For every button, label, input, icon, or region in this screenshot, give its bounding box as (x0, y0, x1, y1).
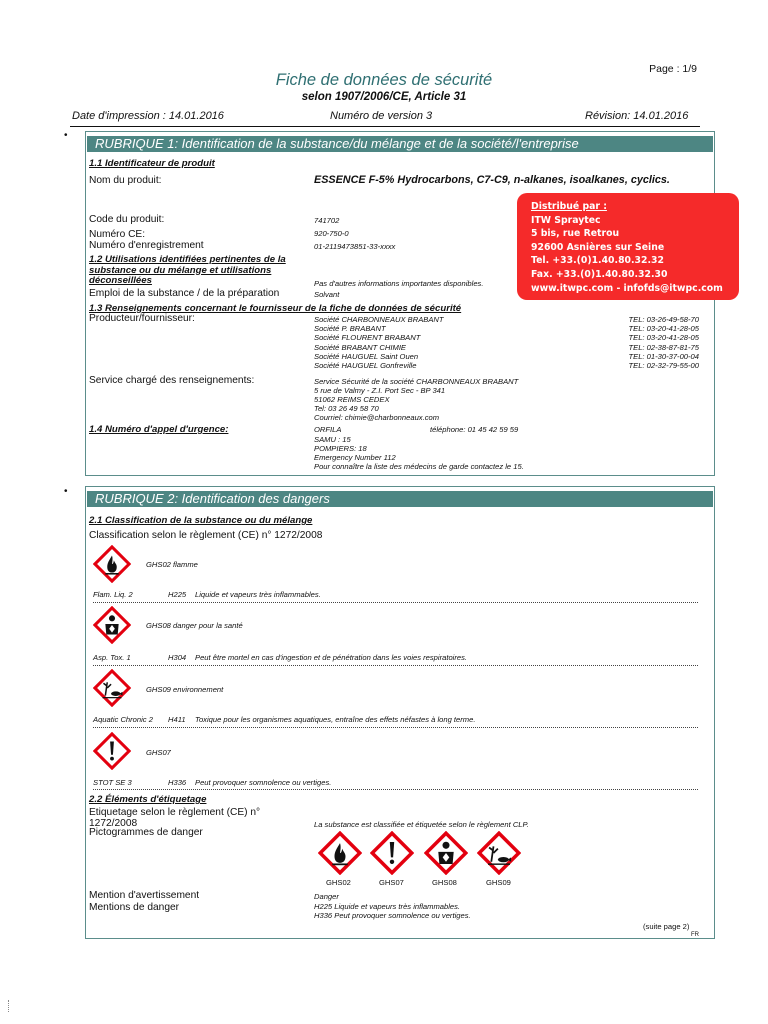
flame-icon (93, 545, 131, 583)
registration-number-label: Numéro d'enregistrement (89, 240, 204, 251)
classification-label: Classification selon le règlement (CE) n° 1272/2008 (89, 530, 323, 541)
margin-mark (8, 1000, 10, 1012)
use-label: Emploi de la substance / de la préparation (89, 288, 280, 299)
ghs08-health-hazard-icon (424, 831, 468, 875)
emergency-line: Pour connaître la liste des médecins de garde contactez le 15. (314, 461, 524, 471)
change-marker: • (64, 130, 68, 141)
hazard-ghs-label: GHS07 (146, 748, 171, 757)
product-name-label: Nom du produit: (89, 175, 162, 186)
hazard-category: Asp. Tox. 1 (93, 653, 131, 662)
section-2-1-title: 2.1 Classification de la substance ou du mélange (89, 515, 313, 526)
section-2-2-title: 2.2 Éléments d'étiquetage (89, 794, 207, 805)
use-value: Solvant (314, 290, 340, 299)
pictogram-label: GHS09 (486, 878, 511, 887)
producer-row (314, 352, 699, 361)
emergency-numbers (314, 435, 524, 471)
labelling-regulation-line2: 1272/2008 (89, 817, 138, 829)
exclamation-icon (93, 732, 131, 770)
hazard-statements (314, 902, 471, 920)
distributor-web: www.itwpc.com - infofds@itwpc.com (531, 282, 723, 294)
distributor-heading: Distribué par : (531, 201, 607, 212)
distributor-tel: Tel. +33.(0)1.40.80.32.32 (531, 255, 664, 267)
language-code: FR (691, 932, 699, 938)
pictogram-label: GHS07 (379, 878, 404, 887)
dotted-separator (93, 602, 698, 603)
producer-tel: TEL: 02-38-87-81-75 (628, 342, 699, 352)
header-rule (70, 126, 700, 127)
hazard-text: Peut provoquer somnolence ou vertiges. (195, 778, 332, 787)
document-subtitle: selon 1907/2006/CE, Article 31 (301, 91, 467, 103)
ghs07-exclamation-icon (370, 831, 414, 875)
service-line: Tel: 03 26 49 58 70 (314, 404, 379, 413)
signal-word-label: Mention d'avertissement (89, 890, 200, 901)
hazard-text: Liquide et vapeurs très inflammables. (195, 590, 321, 599)
section-1-title: RUBRIQUE 1: Identification de la substance/du mélange et de la société/l'entreprise (87, 136, 713, 152)
pictogram-label: GHS08 (432, 878, 457, 887)
registration-number: 01-2119473851-33-xxxx (314, 242, 396, 251)
version-number: Numéro de version 3 (330, 110, 433, 122)
producer-row (314, 343, 699, 352)
dotted-separator (93, 727, 698, 728)
hazard-ghs-label: GHS02 flamme (146, 560, 198, 569)
health-hazard-icon (93, 606, 131, 644)
service-address (314, 377, 518, 422)
hazard-category: STOT SE 3 (93, 778, 132, 787)
hazard-text: Peut être mortel en cas d'ingestion et de pénétration dans les voies respiratoires. (195, 653, 468, 662)
service-line: 51062 REIMS CEDEX (314, 395, 390, 404)
section-1-4-title: 1.4 Numéro d'appel d'urgence: (89, 424, 229, 435)
pictogram-label: GHS02 (326, 878, 351, 887)
producer-name: Société BRABANT CHIMIE (314, 342, 406, 352)
producer-name: Société HAUGUEL Saint Ouen (314, 351, 419, 361)
section-2-title: RUBRIQUE 2: Identification des dangers (87, 491, 713, 507)
ghs09-environment-icon (477, 831, 521, 875)
product-name: ESSENCE F-5% Hydrocarbons, C7-C9, n-alkanes, isoalkanes, cyclics. (314, 174, 670, 186)
section-1-3-title: 1.3 Renseignements concernant le fournisseur de la fiche de données de sécurité (89, 303, 462, 314)
producer-row (314, 361, 699, 370)
hazard-statement: H336 Peut provoquer somnolence ou vertiges. (314, 911, 471, 920)
hazard-code: H336 (168, 778, 187, 787)
producer-name: Société CHARBONNEAUX BRABANT (314, 315, 444, 324)
section-1-2-title (89, 255, 286, 287)
producer-name: Société P. BRABANT (314, 324, 386, 334)
hazard-ghs-label: GHS09 environnement (146, 685, 224, 694)
section-1-2-title-line2: substance ou du mélange et utilisations (89, 264, 272, 276)
product-code: 741702 (314, 216, 340, 225)
hazard-category: Flam. Liq. 2 (93, 590, 133, 599)
distributor-stamp (517, 193, 739, 300)
service-line: Service Sécurité de la société CHARBONNEAUX BRABANT (314, 377, 519, 386)
ghs02-flame-icon (318, 831, 362, 875)
producer-name: Société HAUGUEL Gonfreville (314, 360, 417, 370)
emergency-line: POMPIERS: 18 (314, 443, 367, 453)
hazard-code: H225 (168, 590, 187, 599)
environment-icon (93, 669, 131, 707)
producer-label: Producteur/fournisseur: (89, 313, 195, 324)
pictograms-label: Pictogrammes de danger (89, 827, 203, 838)
producer-tel: TEL: 03-20-41-28-05 (628, 324, 699, 334)
producer-row (314, 315, 699, 324)
document-title: Fiche de données de sécurité (275, 71, 493, 89)
ce-number: 920-750-0 (314, 229, 349, 238)
hazard-ghs-label: GHS08 danger pour la santé (146, 621, 243, 630)
print-date: Date d'impression : 14.01.2016 (72, 110, 224, 122)
producer-row (314, 333, 699, 342)
distributor-city: 92600 Asnières sur Seine (531, 241, 665, 253)
producer-row (314, 324, 699, 333)
section-1-2-title-line1: 1.2 Utilisations identifiées pertinentes de la (89, 254, 286, 265)
hazard-category: Aquatic Chronic 2 (93, 715, 153, 724)
hazard-statements-label: Mentions de danger (89, 902, 180, 913)
labelling-regulation-line1: Etiquetage selon le règlement (CE) n° (89, 807, 261, 818)
change-marker: • (64, 486, 68, 497)
dotted-separator (93, 665, 698, 666)
hazard-statement: H225 Liquide et vapeurs très inflammables. (314, 902, 461, 911)
distributor-fax: Fax. +33.(0)1.40.80.32.30 (531, 268, 668, 280)
distributor-street: 5 bis, rue Retrou (531, 228, 620, 240)
page-number: Page : 1/9 (649, 63, 697, 75)
distributor-company: ITW Spraytec (531, 214, 601, 226)
product-code-label: Code du produit: (89, 214, 165, 225)
hazard-code: H304 (168, 653, 187, 662)
labelling-regulation-label (89, 808, 260, 829)
hazard-text: Toxique pour les organismes aquatiques, entraîne des effets néfastes à long terme. (195, 715, 476, 724)
emergency-line: SAMU : 15 (314, 434, 351, 444)
section-1-2-value: Pas d'autres informations importantes disponibles. (314, 279, 484, 288)
emergency-line: Emergency Number 112 (314, 452, 396, 462)
revision-date: Révision: 14.01.2016 (585, 110, 689, 122)
service-line: 5 rue de Valmy - Z.I. Port Sec - BP 341 (314, 386, 446, 395)
labelling-regulation-value: La substance est classifiée et étiquetée selon le règlement CLP. (314, 820, 529, 829)
producer-name: Société FLOURENT BRABANT (314, 333, 421, 343)
service-line: Courriel: chimie@charbonneaux.com (314, 413, 440, 422)
hazard-code: H411 (168, 715, 186, 724)
producer-tel: TEL: 02-32-79-55-00 (628, 360, 699, 370)
producer-tel: TEL: 03-20-41-28-05 (628, 333, 699, 343)
producer-list (314, 315, 699, 370)
section-1-1-title: 1.1 Identificateur de produit (89, 158, 215, 169)
producer-tel: TEL: 01-30-37-00-04 (628, 351, 699, 361)
continued-note: (suite page 2) (643, 922, 690, 931)
service-label: Service chargé des renseignements: (89, 375, 255, 386)
ce-number-label: Numéro CE: (89, 229, 146, 240)
emergency-orfila: ORFILA (314, 425, 342, 434)
emergency-orfila-tel: téléphone: 01 45 42 59 59 (430, 425, 519, 434)
section-1-2-title-line3: déconseillées (89, 275, 152, 286)
producer-tel: TEL: 03-26-49-58-70 (628, 315, 699, 324)
signal-word: Danger (314, 892, 339, 901)
dotted-separator (93, 789, 698, 790)
